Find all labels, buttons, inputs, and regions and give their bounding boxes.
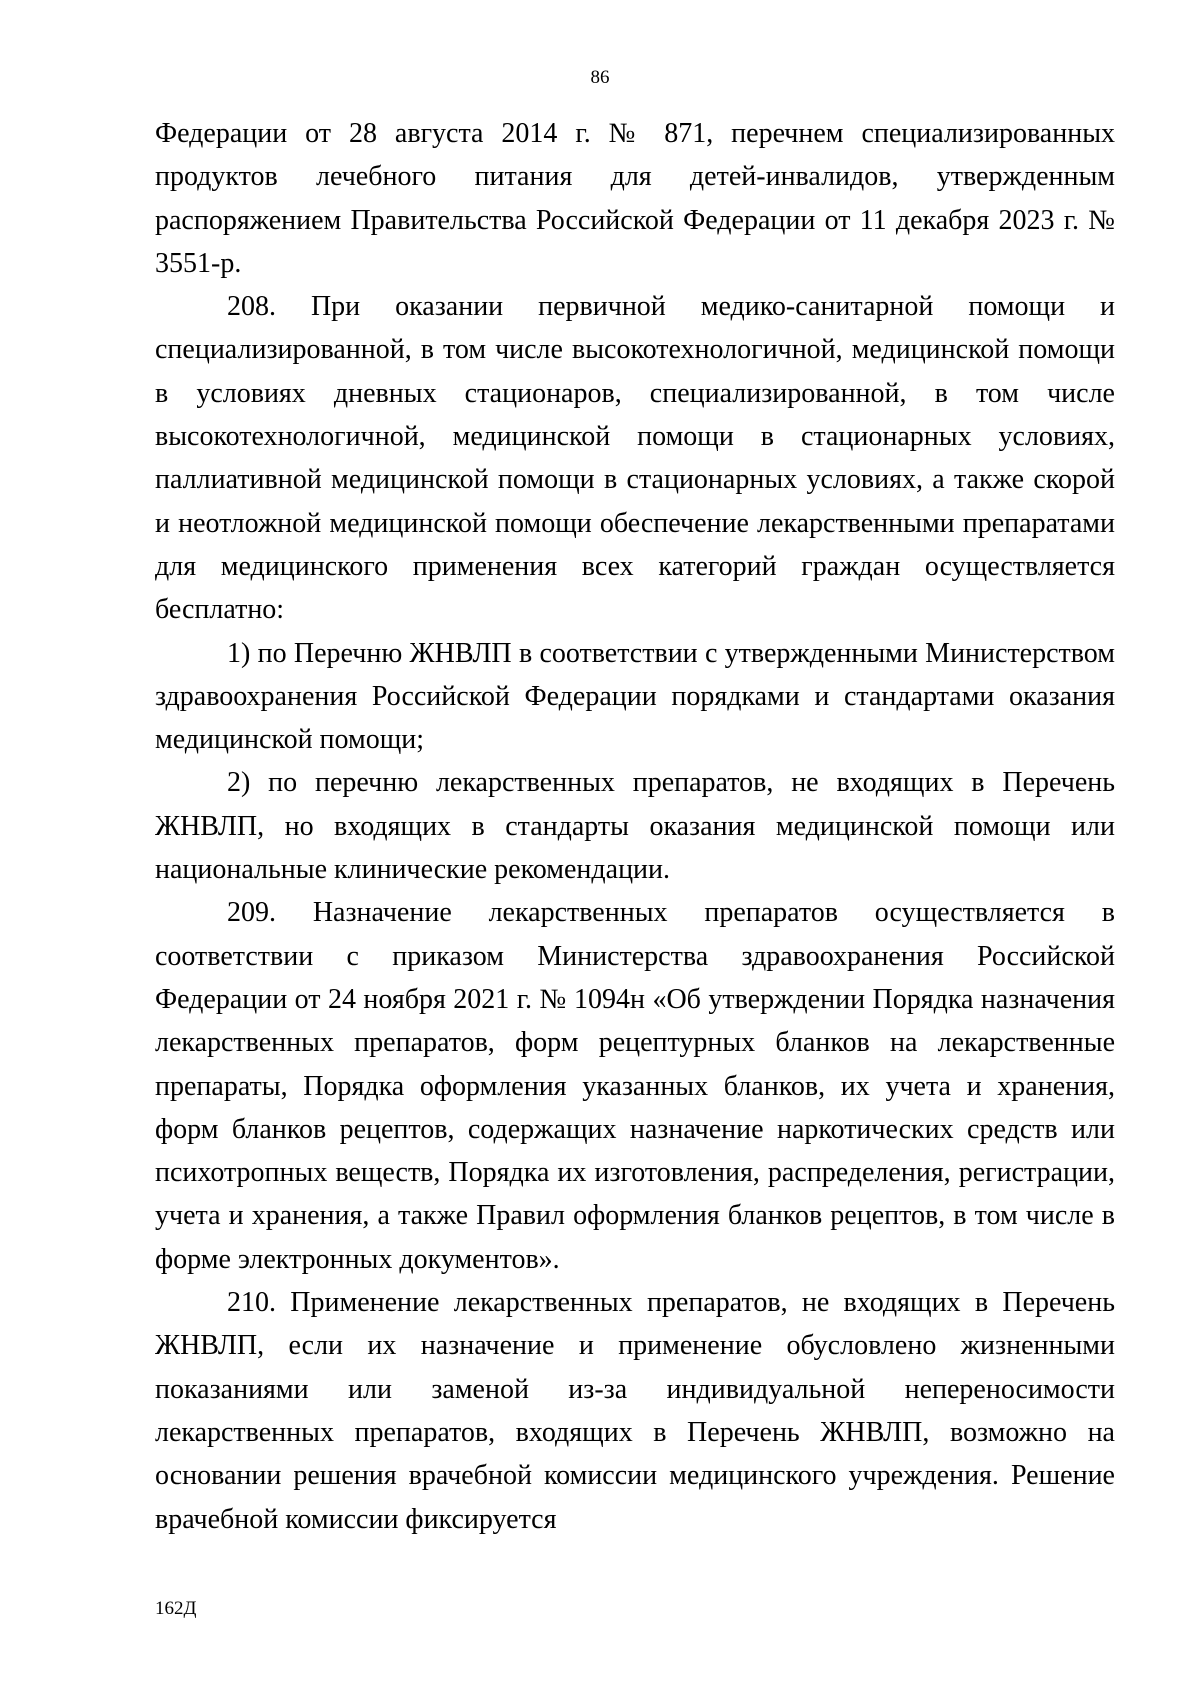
page-number: 86 <box>590 67 610 88</box>
paragraph-continuation: Федерации от 28 августа 2014 г. № 871, перечнем специализированных продуктов лечебного питания для детей-инвалидов, утвержденным распоряжением Правительства Российской Федерации от 11 декабря 2023 г. № 3551-р. <box>155 118 1115 279</box>
document-body <box>155 112 1115 1541</box>
paragraph-item-208-1: 1) по Перечню ЖНВЛП в соответствии с утвержденными Министерством здравоохранения Российской Федерации порядками и стандартами оказания медицинской помощи; <box>155 637 1115 756</box>
paragraph-item-208: 208. При оказании первичной медико-санитарной помощи и специализированной, в том числе высокотехнологичной, медицинской помощи в условиях дневных стационаров, специализированной, в том числе высокотехнологичной, медицинской помощи в стационарных условиях, паллиативной медицинской помощи в стационарных условиях, а также скорой и неотложной медицинской помощи обеспечение лекарственными препаратами для медицинского применения всех категорий граждан осуществляется бесплатно: <box>155 291 1115 626</box>
paragraph-item-210: 210. Применение лекарственных препаратов, не входящих в Перечень ЖНВЛП, если их назначение и применение обусловлено жизненными показаниями или заменой из-за индивидуальной непереносимости лекарственных препаратов, входящих в Перечень ЖНВЛП, возможно на основании решения врачебной комиссии медицинского учреждения. Решение врачебной комиссии фиксируется <box>155 1287 1115 1535</box>
document-code: 162Д <box>155 1598 197 1619</box>
paragraph-item-208-2: 2) по перечню лекарственных препаратов, не входящих в Перечень ЖНВЛП, но входящих в стандарты оказания медицинской помощи или национальные клинические рекомендации. <box>155 767 1115 886</box>
paragraph-item-209: 209. Назначение лекарственных препаратов осуществляется в соответствии с приказом Министерства здравоохранения Российской Федерации от 24 ноября 2021 г. № 1094н «Об утверждении Порядка назначения лекарственных препаратов, форм рецептурных бланков на лекарственные препараты, Порядка оформления указанных бланков, их учета и хранения, форм бланков рецептов, содержащих назначение наркотических средств или психотропных веществ, Порядка их изготовления, распределения, регистрации, учета и хранения, а также Правил оформления бланков рецептов, в том числе в форме электронных документов». <box>155 897 1115 1275</box>
